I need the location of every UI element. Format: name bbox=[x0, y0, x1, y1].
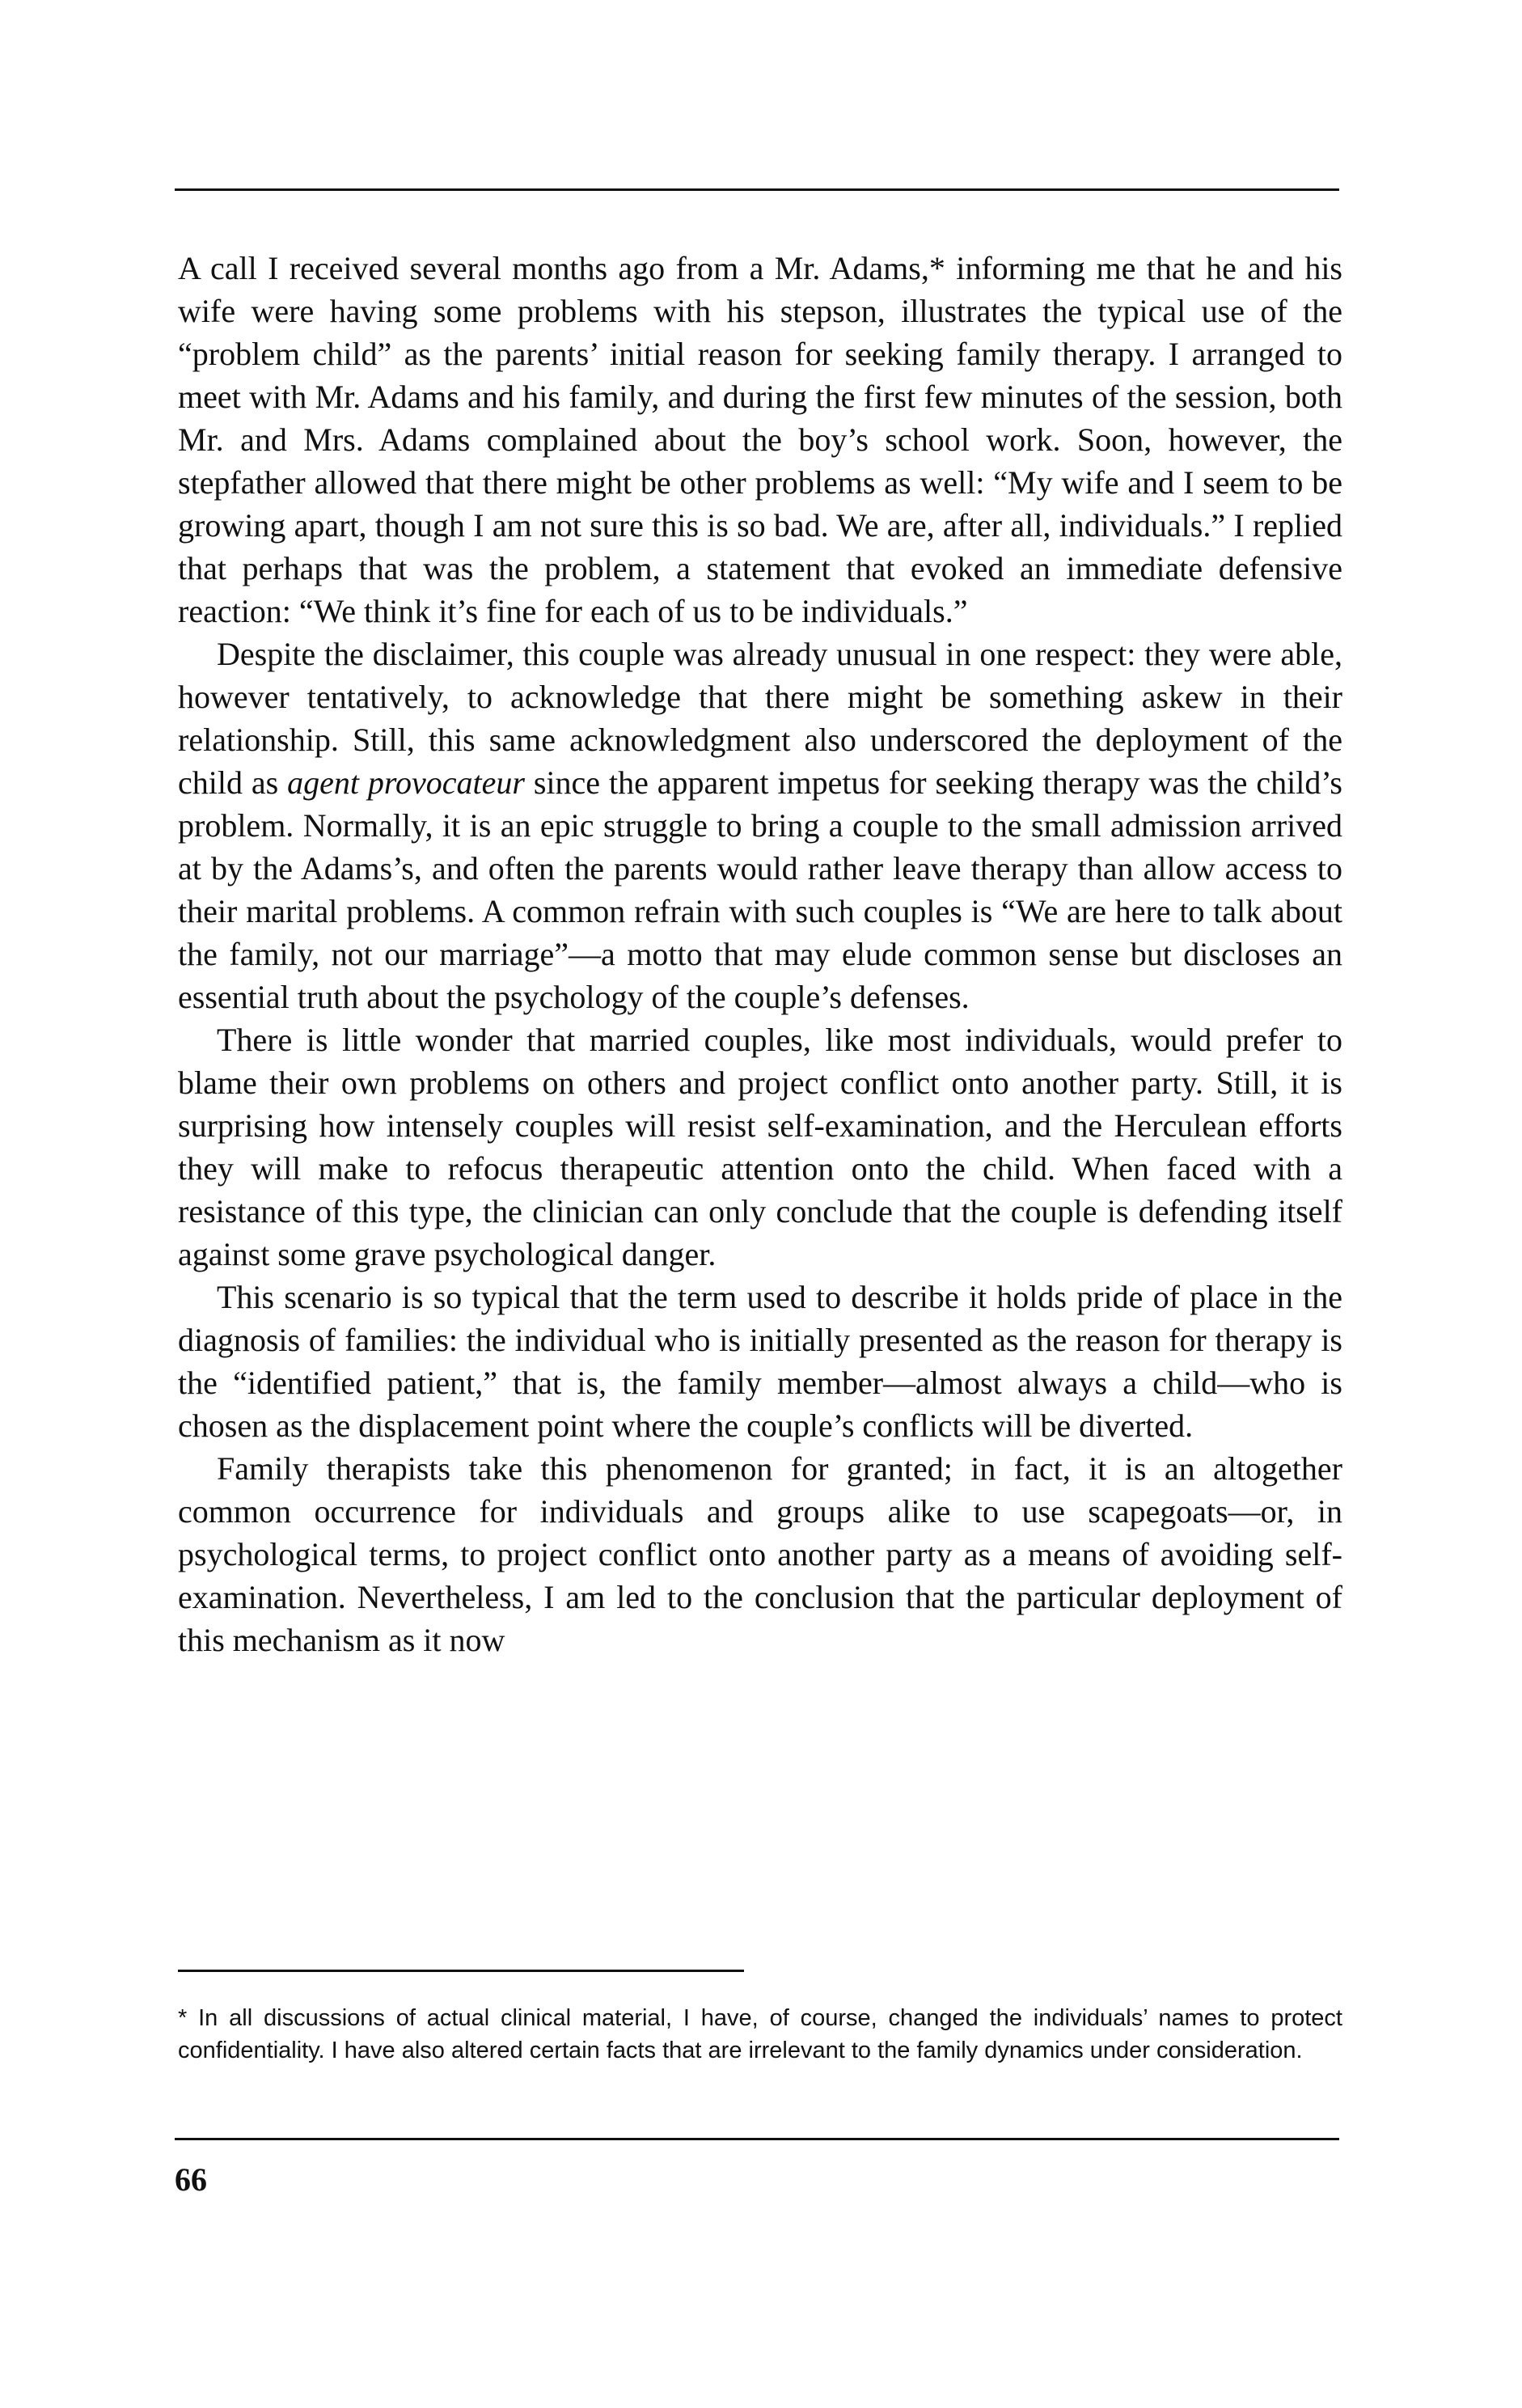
paragraph-2-italic-phrase: agent provocateur bbox=[287, 764, 525, 801]
paragraph-5: Family therapists take this phenomenon for granted; in fact, it is an altogether common occurrence for individuals and groups alike to use scapegoats—or, in psychological terms, to project conflict onto another party as a means of avoiding self-examination. Nevertheless, I am led to the conclusion that the particular deployment of this mechanism as it now bbox=[178, 1450, 1342, 1658]
bottom-rule bbox=[175, 2138, 1339, 2140]
paragraph-2-text-after: since the apparent impetus for seeking therapy was the child’s problem. Normally, it is an epic struggle to bring a couple to the small admission arrived at by the Adams’s, and often the parents would rather leave therapy than allow access to their marital problems. A common refrain with such couples is “We are here to talk about the family, not our marriage”—a motto that may elude common sense but discloses an essential truth about the psychology of the couple’s defenses. bbox=[178, 764, 1343, 1015]
paragraph-2-text-before: Despite the disclaimer, this couple was already unusual in one respect: they were able, however tentatively, to acknowledge that there might be something askew in their relationship. Still, this same acknowledgment also underscored the deployment of the child as bbox=[178, 636, 1342, 801]
footnote bbox=[178, 2002, 1342, 2067]
paragraph-2 bbox=[178, 633, 1342, 1018]
top-rule bbox=[175, 188, 1339, 191]
paragraph-3: There is little wonder that married couples, like most individuals, would prefer to blame their own problems on others and project conflict onto another party. Still, it is surprising how intensely couples will resist self-examination, and the Herculean efforts they will make to refocus therapeutic attention onto the child. When faced with a resistance of this type, the clinician can only conclude that the couple is defending itself against some grave psychological danger. bbox=[178, 1022, 1342, 1272]
footnote-text: * In all discussions of actual clinical material, I have, of course, changed the individuals’ names to protect confidentiality. I have also altered certain facts that are irrelevant to the family dynamics under consideration. bbox=[178, 2005, 1342, 2063]
page-number: 66 bbox=[175, 2161, 207, 2198]
paragraph-1: A call I received several months ago from a Mr. Adams,* informing me that he and his wife were having some problems with his stepson, illustrates the typical use of the “problem child” as the parents’ initial reason for seeking family therapy. I arranged to meet with Mr. Adams and his family, and during the first few minutes of the session, both Mr. and Mrs. Adams complained about the boy’s school work. Soon, however, the stepfather allowed that there might be other problems as well: “My wife and I seem to be growing apart, though I am not sure this is so bad. We are, after all, individuals.” I replied that perhaps that was the problem, a statement that evoked an immediate defensive reaction: “We think it’s fine for each of us to be individuals.” bbox=[178, 250, 1342, 629]
footnote-rule bbox=[178, 1970, 744, 1972]
body-text bbox=[178, 247, 1342, 1661]
paragraph-4: This scenario is so typical that the term used to describe it holds pride of place in the diagnosis of families: the individual who is initially presented as the reason for therapy is the “identified patient,” that is, the family member—almost always a child—who is chosen as the displacement point where the couple’s conflicts will be diverted. bbox=[178, 1279, 1342, 1444]
